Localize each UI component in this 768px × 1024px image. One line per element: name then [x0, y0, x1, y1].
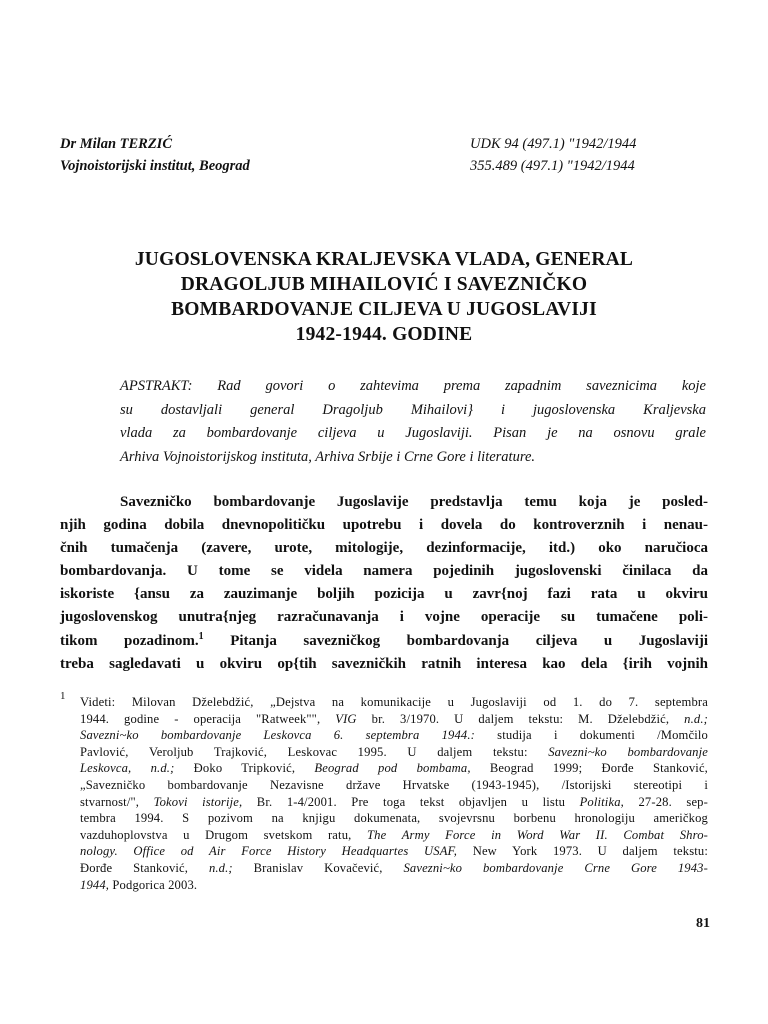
body-line: bombardovanja. U tome se videla namera pojedinih jugoslovenski činilaca da — [60, 563, 708, 580]
footnote-line — [80, 711, 708, 728]
body-line: Savezničko bombardovanje Jugoslavije predstavlja temu koja je posled- — [120, 494, 708, 510]
footnote-line — [80, 794, 708, 811]
footnote-italic: The Army Force in Word War II. Combat Shro- — [367, 827, 708, 842]
title-line: JUGOSLOVENSKA KRALJEVSKA VLADA, GENERAL — [134, 249, 634, 270]
body-line: njih godina dobila dnevnopolitičku upotrebu i dovela do kontroverznih i nenau- — [60, 517, 708, 534]
footnote-reference[interactable]: 1 — [198, 630, 204, 642]
footnote-italic: 1944, — [80, 877, 110, 892]
footnote-line — [80, 744, 708, 761]
footnote-text: stvarnost/", — [80, 794, 154, 809]
footnote-italic: n.d.; — [208, 860, 233, 875]
footnote-italic: Savezni~ko bombardovanje — [548, 744, 708, 759]
footnote-text: Đorđe Stanković, — [80, 860, 209, 875]
footnote-line: Videti: Milovan Dželebdžić, „Dejstva na komunikacije u Jugoslaviji od 1. do 7. septembra — [80, 695, 708, 709]
title-line: BOMBARDOVANJE CILJEVA U JUGOSLAVIJI — [171, 299, 597, 320]
udk-line-2: 355.489 (497.1) "1942/1944 — [470, 158, 635, 174]
footnote-text: Pavlović, Veroljub Trajković, Leskovac 1995. U daljem tekstu: — [80, 744, 549, 759]
paper-title — [60, 247, 708, 347]
footnote-marker: 1 — [60, 690, 66, 702]
page-number: 81 — [696, 916, 710, 931]
udk-classification — [470, 133, 710, 177]
title-line: DRAGOLJUB MIHAILOVIĆ I SAVEZNIČKO — [180, 274, 588, 295]
footnote-text: studija i dokumenti /Momčilo — [475, 728, 708, 743]
footnote — [80, 694, 708, 893]
footnote-line — [80, 727, 708, 744]
footnote-text: Podgorica 2003. — [109, 877, 198, 892]
footnote-text: br. 3/1970. U daljem tekstu: M. Dželebdžić, — [356, 711, 685, 726]
abstract-line: Arhiva Vojnoistorijskog instituta, Arhiva Srbije i Crne Gore i literature. — [120, 448, 535, 465]
footnote-text: Branislav Kovačević, — [232, 860, 404, 875]
footnote-italic: Politika, — [579, 794, 624, 809]
footnote-line — [80, 843, 708, 860]
footnote-line — [80, 760, 708, 777]
footnote-line: tembra 1994. S pozivom na knjigu dokumenata, svojevrsnu borbenu hronologiju američkog — [80, 811, 708, 826]
title-line: 1942-1944. GODINE — [295, 324, 473, 345]
footnote-italic: Savezni~ko bombardovanje Leskovca 6. septembra 1944.: — [80, 728, 476, 743]
abstract-line: APSTRAKT: Rad govori o zahtevima prema zapadnim saveznicima koje — [120, 378, 706, 394]
footnote-italic: nology. Office od Air Force History Headquartes USAF, — [80, 844, 458, 859]
footnote-italic: Leskovca, n.d.; — [80, 761, 175, 776]
abstract — [120, 375, 706, 469]
footnote-text: New York 1973. U daljem tekstu: — [457, 844, 708, 859]
footnote-text: vazduhoplovstva u Drugom svetskom ratu, — [80, 827, 368, 842]
body-line — [60, 630, 708, 653]
footnote-text: 1944. godine - operacija "Ratweek"", — [80, 711, 336, 726]
footnote-line — [80, 877, 708, 894]
udk-line-1: UDK 94 (497.1) "1942/1944 — [470, 136, 637, 152]
body-line: iskoriste {ansu za zauzimanje boljih pozicija u zavr{noj fazi rata u okviru — [60, 586, 708, 603]
footnote-text: Đoko Tripković, — [174, 761, 315, 776]
footnote-text: Beograd 1999; Đorđe Stanković, — [470, 761, 708, 776]
author-block — [60, 133, 360, 177]
footnote-line — [80, 827, 708, 844]
body-text-segment: tikom pozadinom. — [60, 632, 199, 649]
footnote-italic: Beograd pod bombama, — [314, 761, 471, 776]
author-name: Dr Milan TERZIĆ — [60, 136, 172, 152]
footnote-text: Br. 1-4/2001. Pre toga tekst objavljen u listu — [242, 794, 580, 809]
body-line: treba sagledavati u okviru op{tih savezničkih ratnih interesa kao dela {irih vojnih — [60, 655, 708, 672]
footnote-italic: Savezni~ko bombardovanje Crne Gore 1943- — [403, 860, 708, 875]
body-text-segment: Pitanja savezničkog bombardovanja ciljeva u Jugoslaviji — [203, 632, 708, 649]
abstract-line: su dostavljali general Dragoljub Mihailovi} i jugoslovenska Kraljevska — [120, 401, 706, 418]
footnote-italic: n.d.; — [684, 711, 709, 726]
body-paragraph — [60, 491, 708, 676]
body-line: čnih tumačenja (zavere, urote, mitologije, dezinformacije, itd.) oko naručioca — [60, 540, 708, 557]
footnote-line: „Savezničko bombardovanje Nezavisne države Hrvatske (1943-1945), /Istorijski stereotipi i — [80, 777, 708, 792]
footnote-italic: VIG — [335, 711, 357, 726]
footnote-text: 27-28. sep- — [623, 794, 708, 809]
footnote-line — [80, 860, 708, 877]
abstract-line: vlada za bombardovanje ciljeva u Jugoslaviji. Pisan je na osnovu grale — [120, 425, 706, 441]
body-line: jugoslovenskog unutra{njeg razračunavanja i vojne operacije su tumačene poli- — [60, 609, 708, 626]
author-institution: Vojnoistorijski institut, Beograd — [60, 158, 250, 174]
footnote-italic: Tokovi istorije, — [153, 794, 243, 809]
